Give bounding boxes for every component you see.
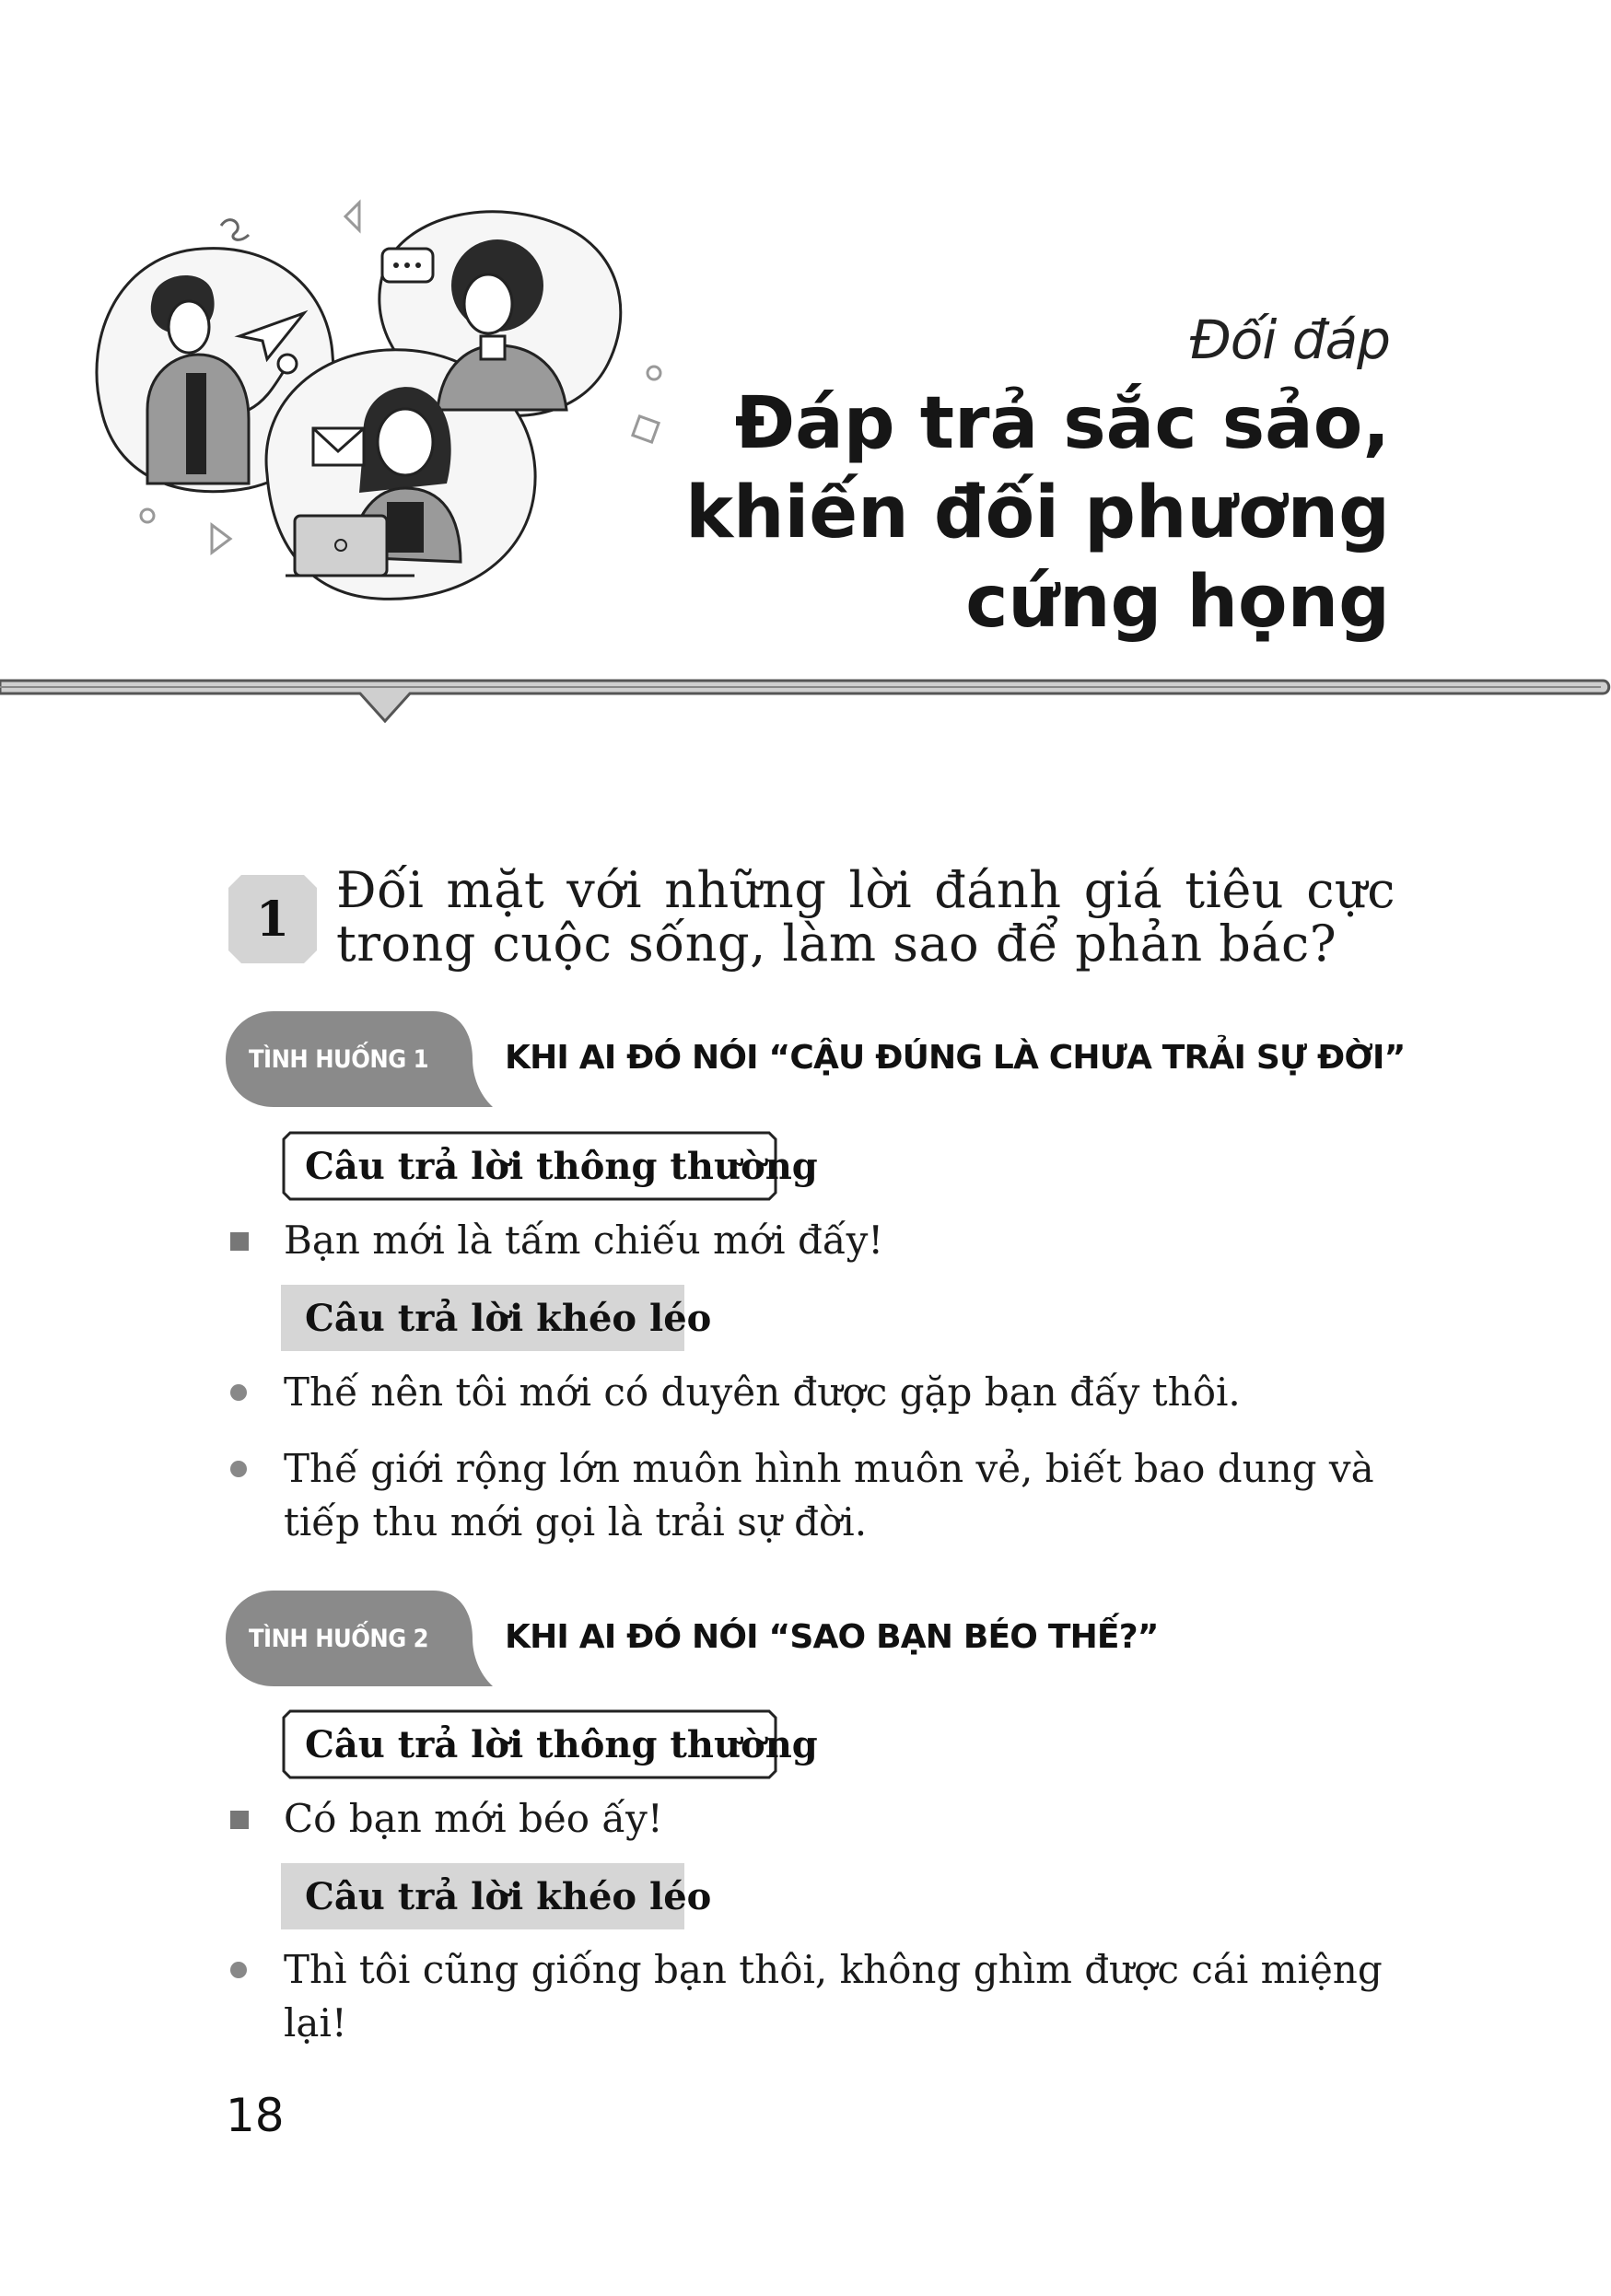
chapter-title bbox=[561, 379, 1390, 647]
question-text: Đối mặt với những lời đánh giá tiêu cực trong cuộc sống, làm sao để phản bác? bbox=[336, 861, 1395, 973]
answer-text: Thế giới rộng lớn muôn hình muôn vẻ, biết bao dung và tiếp thu mới gọi là trải sự đời. bbox=[284, 1446, 1374, 1544]
round-bullet-icon bbox=[230, 1962, 247, 1978]
answer-text: Bạn mới là tấm chiếu mới đấy! bbox=[284, 1218, 884, 1263]
situation-tag: TÌNH HUỐNG 2 bbox=[248, 1624, 429, 1653]
answer-text: Thế nên tôi mới có duyên được gặp bạn đấy thôi. bbox=[284, 1369, 1241, 1415]
play-deco-icon bbox=[212, 525, 230, 553]
question-number-badge bbox=[228, 875, 317, 963]
page-number: 18 bbox=[226, 2089, 285, 2142]
chapter-title-line: Đáp trả sắc sảo, bbox=[734, 382, 1390, 465]
clever-answer-label bbox=[281, 1285, 712, 1351]
chapter-title-line: cứng họng bbox=[965, 561, 1390, 644]
round-bullet-icon bbox=[230, 1461, 247, 1477]
normal-answer-label-text: Câu trả lời thông thường bbox=[305, 1144, 818, 1188]
answer-text: Có bạn mới béo ấy! bbox=[284, 1796, 663, 1841]
answer-text: Thì tôi cũng giống bạn thôi, không ghìm được cái miệng lại! bbox=[284, 1947, 1383, 2045]
normal-answer-label-text: Câu trả lời thông thường bbox=[305, 1722, 818, 1766]
question-number: 1 bbox=[255, 891, 290, 948]
situation-tag: TÌNH HUỐNG 1 bbox=[248, 1044, 429, 1074]
chapter-subtitle: Đối đáp bbox=[1189, 309, 1390, 371]
triangle-deco-icon bbox=[345, 203, 359, 230]
situation-heading: KHI AI ĐÓ NÓI “SAO BẠN BÉO THẾ?” bbox=[505, 1618, 1159, 1656]
chapter-title-line: khiến đối phương bbox=[685, 472, 1390, 554]
square-bullet-icon bbox=[230, 1811, 249, 1829]
normal-answer-label bbox=[281, 1708, 818, 1780]
chapter-divider bbox=[0, 677, 1611, 741]
clever-answer-label-text: Câu trả lời khéo léo bbox=[305, 1296, 712, 1340]
clever-answer-label-text: Câu trả lời khéo léo bbox=[305, 1874, 712, 1918]
situation-tag-badge bbox=[226, 1011, 493, 1113]
situation-tag-badge bbox=[226, 1591, 493, 1692]
situation-heading: KHI AI ĐÓ NÓI “CẬU ĐÚNG LÀ CHƯA TRẢI SỰ ĐỜI” bbox=[505, 1039, 1406, 1077]
clever-answer-label bbox=[281, 1863, 712, 1929]
square-bullet-icon bbox=[230, 1232, 249, 1251]
normal-answer-label bbox=[281, 1130, 818, 1202]
round-bullet-icon bbox=[230, 1384, 247, 1401]
